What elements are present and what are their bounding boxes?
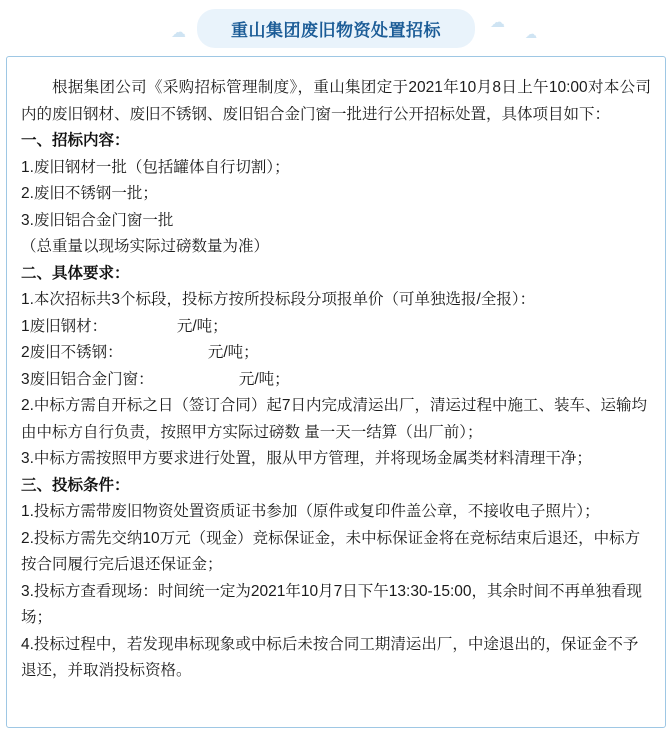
document-card <box>6 56 666 728</box>
intro-paragraph: 根据集团公司《采购招标管理制度》，重山集团定于2021年10月8日上午10:00对本公司内的废旧钢材、废旧不锈钢、废旧铝合金门窗一批进行公开招标处置，具体项目如下： <box>21 79 651 123</box>
page-title: 重山集团废旧物资处置招标 <box>231 20 441 40</box>
section-3-line-3: 3.投标方查看现场：时间统一定为2021年10月7日下午13:30-15:00，其余时间不再单独看现场； <box>21 582 643 626</box>
document-body <box>21 75 651 685</box>
section-3-line-4: 4.投标过程中，若发现串标现象或中标后未按合同工期清运出厂，中途退出的，保证金不予退还，并取消投标资格。 <box>21 635 639 679</box>
section-2-line-1: 1.本次招标共3个标段，投标方按所投标段分项报单价（可单独选报/全报）： <box>21 291 536 308</box>
section-2-line-6: 3.中标方需按照甲方要求进行处置，服从甲方管理，并将现场金属类材料清理干净； <box>21 450 592 467</box>
section-heading-1: 一、招标内容： <box>21 132 130 149</box>
section-1-line-4: （总重量以现场实际过磅数量为准） <box>21 238 270 255</box>
banner-pill <box>171 9 537 48</box>
cloud-icon: ☁ <box>525 26 537 41</box>
section-heading-3: 三、投标条件： <box>21 476 130 494</box>
section-2-line-2: 1废旧钢材： 元/吨； <box>21 317 228 335</box>
section-3-line-2: 2.投标方需先交纳10万元（现金）竞标保证金，未中标保证金将在竞标结束后退还，中标方按合同履行完后退还保证金； <box>21 529 641 573</box>
cloud-icon: ☁ <box>171 23 186 41</box>
section-1-line-2: 2.废旧不锈钢一批； <box>21 185 158 202</box>
section-1-line-1: 1.废旧钢材一批（包括罐体自行切割）； <box>21 158 290 176</box>
cloud-icon: ☁ <box>490 13 505 31</box>
section-2-line-5: 2.中标方需自开标之日（签订合同）起7日内完成清运出厂，清运过程中施工、装车、运输均由中标方自行负责，按照甲方实际过磅数 量一天一结算（出厂前）； <box>21 397 648 441</box>
section-2-line-3: 2废旧不锈钢： 元/吨； <box>21 344 259 361</box>
section-heading-2: 二、具体要求： <box>21 264 130 282</box>
section-3-line-1: 1.投标方需带废旧物资处置资质证书参加（原件或复印件盖公章，不接收电子照片）； <box>21 503 600 520</box>
section-2-line-4: 3废旧铝合金门窗： 元/吨； <box>21 370 290 388</box>
page-banner <box>0 0 672 56</box>
section-1-line-3: 3.废旧铝合金门窗一批 <box>21 211 174 229</box>
